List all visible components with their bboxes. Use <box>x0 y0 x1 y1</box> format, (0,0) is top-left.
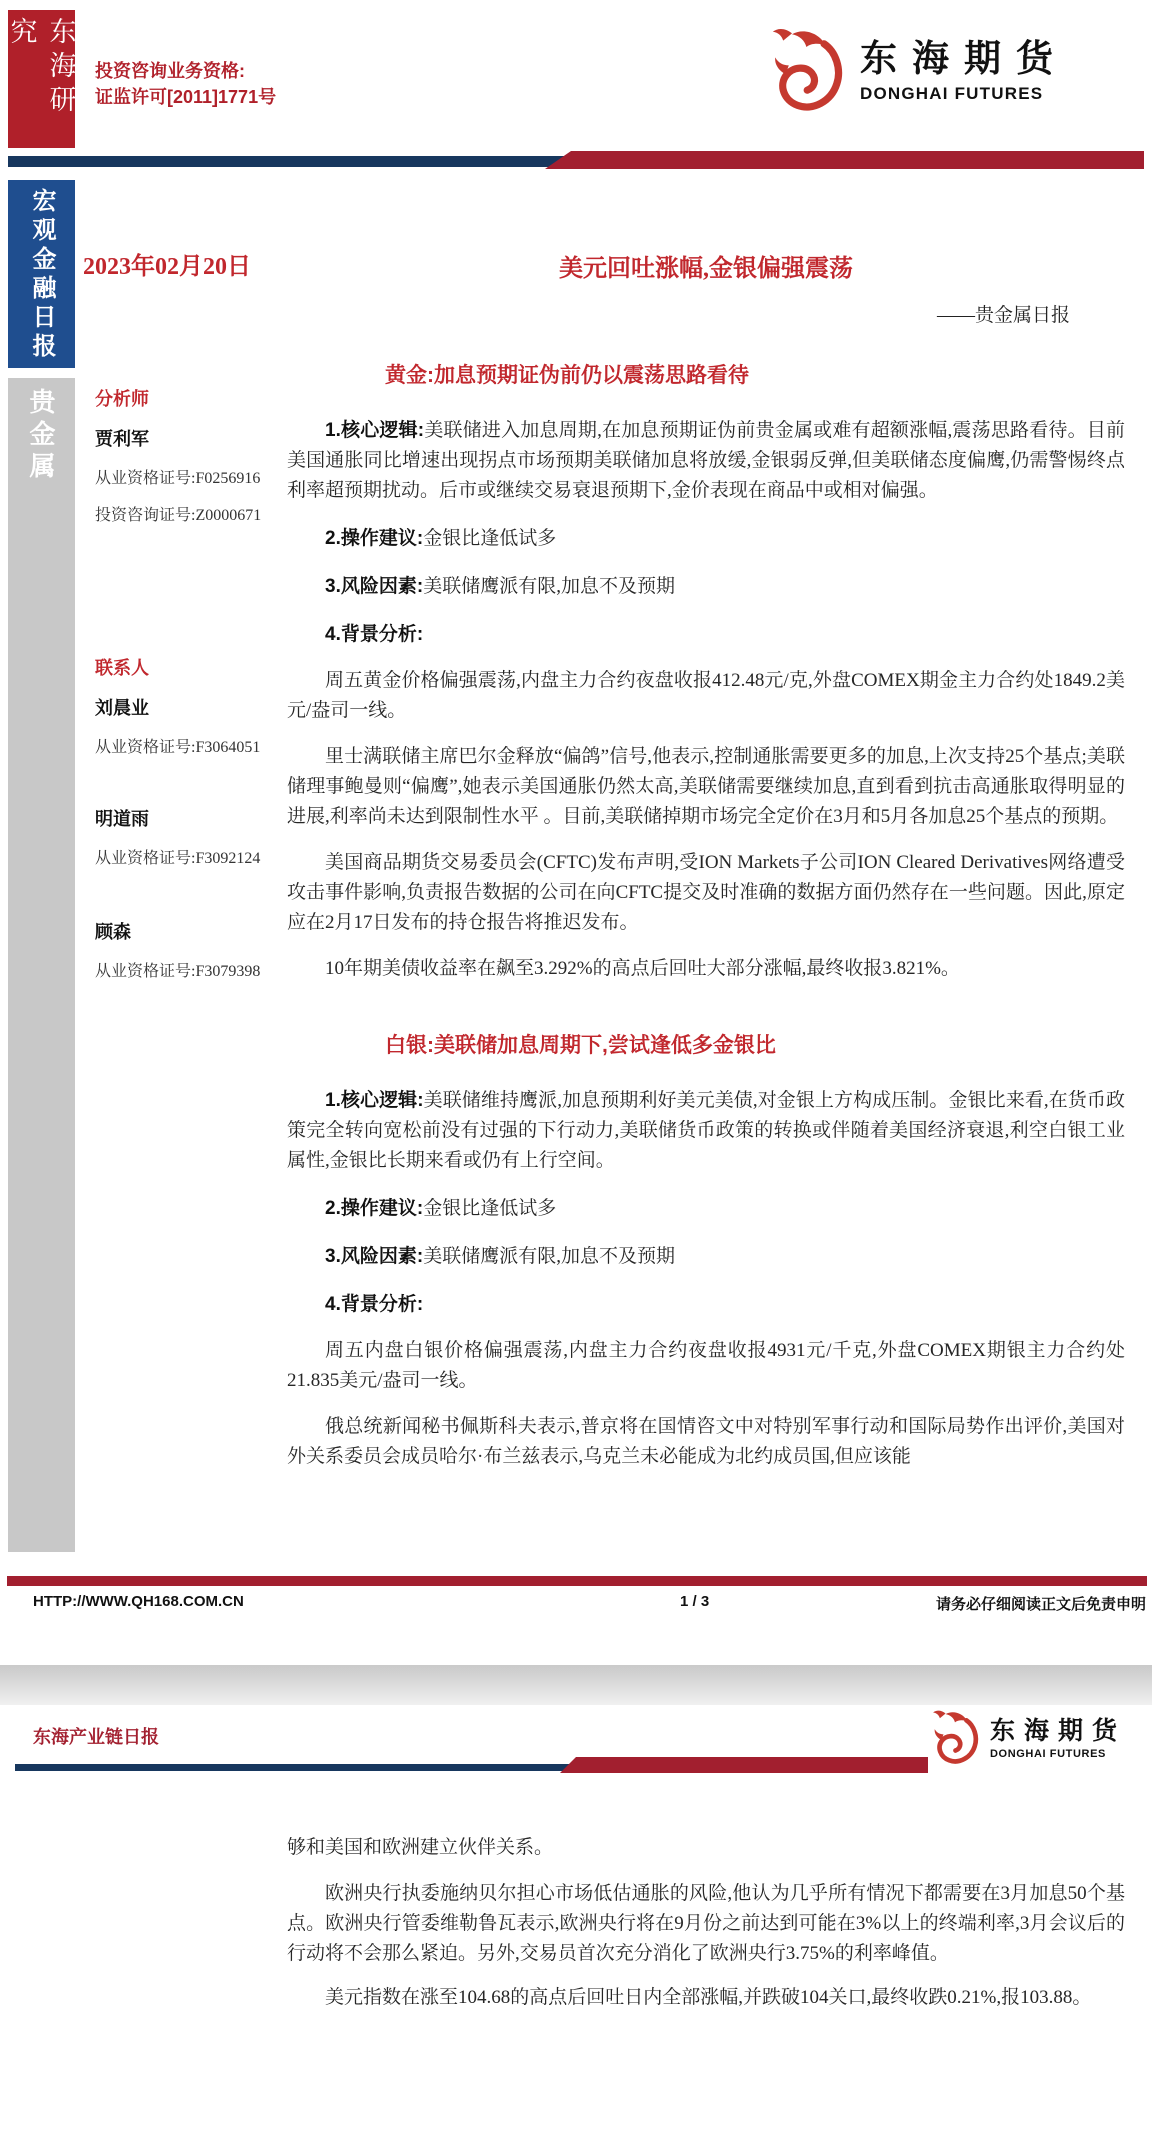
analyst-cert-2: 投资咨询证号:Z0000671 <box>95 507 262 524</box>
qualification-text <box>95 58 276 110</box>
page-number: 1 / 3 <box>680 1593 710 1610</box>
main-content <box>287 362 1125 1472</box>
contact-name: 顾森 <box>95 922 131 942</box>
contact-section-label: 联系人 <box>95 658 149 678</box>
team-column <box>95 385 290 981</box>
page2-paragraph: 欧洲央行执委施纳贝尔担心市场低估通胀的风险,他认为几乎所有情况下都需要在3月加息50个基点。欧洲央行管委维勒鲁瓦表示,欧洲央行将在9月份之前达到可能在3%以上的终端利率,3月会议后的行动将不会那么紧迫。另外,交易员首次充分消化了欧洲央行3.75%的利率峰值。 <box>287 1883 1125 1964</box>
core-logic-label: 1.核心逻辑: <box>325 1090 424 1111</box>
logo-text <box>860 38 1068 104</box>
analyst-section-label: 分析师 <box>95 389 149 409</box>
page2-divider-red <box>560 1757 928 1773</box>
risk-label: 3.风险因素: <box>325 576 424 597</box>
report-subtitle: ——贵金属日报 <box>936 305 1070 326</box>
silver-background-label <box>287 1290 1125 1320</box>
contact-name: 明道雨 <box>95 809 149 829</box>
report-title: 美元回吐涨幅,金银偏强震荡 <box>559 256 853 282</box>
dragon-icon <box>930 1706 982 1770</box>
background-label: 4.背景分析: <box>325 624 424 645</box>
dragon-icon <box>768 22 848 120</box>
advice-text: 金银比逢低试多 <box>423 1198 557 1219</box>
risk-label: 3.风险因素: <box>325 1246 424 1267</box>
donghai-logo-small <box>930 1706 1126 1770</box>
risk-text: 美联储鹰派有限,加息不及预期 <box>423 1246 675 1267</box>
gold-background-label <box>287 620 1125 650</box>
logo-en-text: DONGHAI FUTURES <box>860 84 1044 103</box>
gold-risk <box>287 572 1125 602</box>
silver-background-paragraph: 周五内盘白银价格偏强震荡,内盘主力合约夜盘收报4931元/千克,外盘COMEX期银主力合约处21.835美元/盎司一线。 <box>287 1340 1125 1391</box>
silver-advice <box>287 1194 1125 1224</box>
gold-background-paragraph: 10年期美债收益率在飙至3.292%的高点后回吐大部分涨幅,最终收报3.821%。 <box>325 958 960 979</box>
page2-divider-blue <box>15 1764 572 1771</box>
page2-paragraph: 够和美国和欧洲建立伙伴关系。 <box>287 1837 554 1858</box>
advice-label: 2.操作建议: <box>325 1198 424 1219</box>
gold-background-paragraph: 周五黄金价格偏强震荡,内盘主力合约夜盘收报412.48元/克,外盘COMEX期金主力合约处1849.2美元/盎司一线。 <box>287 670 1125 721</box>
subcategory-label: 贵金属 <box>26 388 56 484</box>
background-label: 4.背景分析: <box>325 1294 424 1315</box>
contact-cert: 从业资格证号:F3064051 <box>95 739 261 756</box>
page2-paragraph: 美元指数在涨至104.68的高点后回吐日内全部涨幅,并跌破104关口,最终收跌0.21%,报103.88。 <box>325 1987 1092 2008</box>
analyst-name: 贾利军 <box>95 429 149 449</box>
qualification-line1: 投资咨询业务资格: <box>95 61 245 81</box>
footer-url-link[interactable]: HTTP://WWW.QH168.COM.CN <box>33 1593 244 1610</box>
core-logic-label: 1.核心逻辑: <box>325 420 425 441</box>
core-logic-text: 美联储进入加息周期,在加息预期证伪前贵金属或难有超额涨幅,震荡思路看待。目前美国通胀同比增速出现拐点市场预期美联储加息将放缓,金银弱反弹,但美联储态度偏鹰,仍需警惕终点利率超预期扰动。后市或继续交易衰退预期下,金价表现在商品中或相对偏强。 <box>287 420 1125 501</box>
page2-header-title: 东海产业链日报 <box>33 1727 159 1747</box>
silver-core-logic <box>287 1086 1125 1176</box>
donghai-logo <box>768 22 1068 120</box>
advice-label: 2.操作建议: <box>325 528 424 549</box>
research-brand-box <box>8 10 75 148</box>
subcategory-box <box>8 378 75 1552</box>
research-brand-label: 东海研究 <box>6 17 76 119</box>
silver-risk <box>287 1242 1125 1272</box>
advice-text: 金银比逢低试多 <box>423 528 557 549</box>
silver-section-heading: 白银:美联储加息周期下,尝试逢低多金银比 <box>385 1034 776 1057</box>
gold-core-logic <box>287 416 1125 506</box>
gold-advice <box>287 524 1125 554</box>
logo-en-text: DONGHAI FUTURES <box>990 1747 1106 1760</box>
contact-cert: 从业资格证号:F3092124 <box>95 850 261 867</box>
category-label: 宏观金融日报 <box>28 188 55 362</box>
analyst-cert-1: 从业资格证号:F0256916 <box>95 470 261 487</box>
logo-cn-text: 东海期货 <box>860 39 1068 80</box>
report-date: 2023年02月20日 <box>83 254 251 280</box>
category-box <box>8 180 75 368</box>
gold-background-paragraph: 里士满联储主席巴尔金释放“偏鸽”信号,他表示,控制通胀需要更多的加息,上次支持25个基点;美联储理事鲍曼则“偏鹰”,她表示美国通胀仍然太高,美联储需要继续加息,直到看到抗击高通胀取得明显的进展,利率尚未达到限制性水平 。目前,美联储掉期市场完全定价在3月和5月各加息25个基点的预期。 <box>287 746 1125 827</box>
header-divider-red <box>545 151 1144 169</box>
logo-cn-text: 东海期货 <box>990 1717 1127 1745</box>
core-logic-text: 美联储维持鹰派,加息预期利好美元美债,对金银上方构成压制。金银比来看,在货币政策完全转向宽松前没有过强的下行动力,美联储货币政策的转换或伴随着美国经济衰退,利空白银工业属性,金银比长期来看或仍有上行空间。 <box>287 1090 1125 1171</box>
gold-section-heading: 黄金:加息预期证伪前仍以震荡思路看待 <box>385 364 749 387</box>
page2-content <box>287 1833 1125 2013</box>
silver-background-paragraph: 俄总统新闻秘书佩斯科夫表示,普京将在国情咨文中对特别军事行动和国际局势作出评价,美国对外关系委员会成员哈尔·布兰兹表示,乌克兰未必能成为北约成员国,但应该能 <box>287 1416 1125 1467</box>
logo-text <box>990 1717 1126 1760</box>
contact-name: 刘晨业 <box>95 698 149 718</box>
qualification-line2: 证监许可[2011]1771号 <box>95 87 277 107</box>
contact-cert: 从业资格证号:F3079398 <box>95 963 261 980</box>
footer-bar <box>7 1576 1147 1586</box>
gold-background-paragraph: 美国商品期货交易委员会(CFTC)发布声明,受ION Markets子公司ION Cleared Derivatives网络遭受攻击事件影响,负责报告数据的公司在向CFTC提交及时准确的数据方面仍然存在一些问题。因此,原定应在2月17日发布的持仓报告将推迟发布。 <box>287 852 1125 933</box>
page-separator <box>0 1665 1152 1705</box>
footer-disclaimer: 请务必仔细阅读正文后免责申明 <box>935 1596 1146 1613</box>
risk-text: 美联储鹰派有限,加息不及预期 <box>423 576 675 597</box>
